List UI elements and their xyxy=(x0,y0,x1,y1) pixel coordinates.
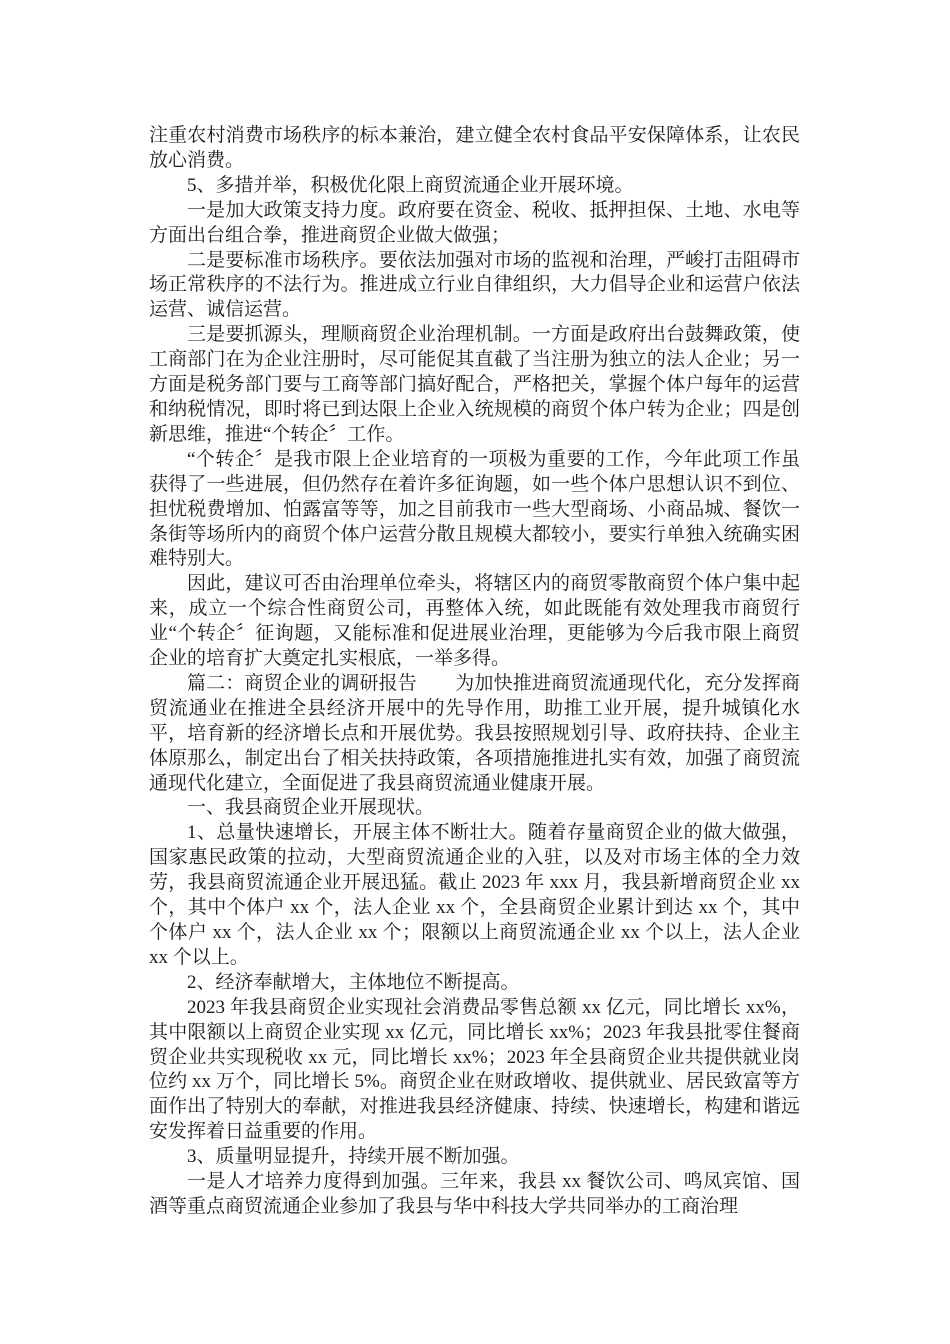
paragraph: 三是要抓源头，理顺商贸企业治理机制。一方面是政府出台鼓舞政策，使工商部门在为企业注册时，尽可能促其直截了当注册为独立的法人企业；另一方面是税务部门要与工商等部门搞好配合，严格把关，掌握个体户每年的运营和纳税情况，即时将已到达限上企业入统规模的商贸个体户转为企业；四是创新思维，推进“个转企〞工作。 xyxy=(149,324,800,445)
section-heading-2: 2、经济奉献增大，主体地位不断提高。 xyxy=(187,971,520,993)
paragraph: 1、总量快速增长，开展主体不断壮大。随着存量商贸企业的做大做强，国家惠民政策的拉动，大型商贸流通企业的入驻，以及对市场主体的全力效劳，我县商贸流通企业开展迅猛。截止 2023 年 xxx 月，我县新增商贸企业 xx 个，其中个体户 xx 个，法人企业 xx 个，全县商贸企业累计到达 xx 个，其中个体户 xx 个，法人企业 xx 个；限额以上商贸流通企业 xx 个以上，法人企业 xx 个以上。 xyxy=(149,822,800,968)
document-page xyxy=(149,124,800,1220)
paragraph: 2023 年我县商贸企业实现社会消费品零售总额 xx 亿元，同比增长 xx%，其中限额以上商贸企业实现 xx 亿元，同比增长 xx%；2023 年我县批零住餐商贸企业共实现税收 xx 元，同比增长 xx%；2023 年全县商贸企业共提供就业岗位约 xx 万个，同比增长 5%。商贸企业在财政增收、提供就业、居民致富等方面作出了特别大的奉献，对推进我县经济健康、持续、快速增长，构建和谐远安发挥着日益重要的作用。 xyxy=(149,996,800,1143)
section-heading-3: 3、质量明显提升，持续开展不断加强。 xyxy=(187,1146,520,1168)
paragraph-part-two-intro: 篇二：商贸企业的调研报告 为加快推进商贸流通现代化，充分发挥商贸流通业在推进全县经济开展中的先导作用，助推工业开展，提升城镇化水平，培育新的经济增长点和开展优势。我县按照规划引导、政府扶持、企业主体原那么，制定出台了相关扶持政策，各项措施推进扎实有效，加强了商贸流通现代化建立，全面促进了我县商贸流通业健康开展。 xyxy=(149,672,800,794)
paragraph-continuation: 注重农村消费市场秩序的标本兼治，建立健全农村食品平安保障体系，让农民放心消费。 xyxy=(149,125,800,171)
section-heading-5: 5、多措并举，积极优化限上商贸流通企业开展环境。 xyxy=(187,174,634,196)
paragraph: 二是要标准市场秩序。要依法加强对市场的监视和治理，严峻打击阻碍市场正常秩序的不法行为。推进成立行业自律组织，大力倡导企业和运营户依法运营、诚信运营。 xyxy=(149,249,800,321)
section-heading-1: 一、我县商贸企业开展现状。 xyxy=(187,797,435,819)
paragraph: 一是人才培养力度得到加强。三年来，我县 xx 餐饮公司、鸣凤宾馆、国酒等重点商贸流通企业参加了我县与华中科技大学共同举办的工商治理 xyxy=(149,1171,800,1217)
paragraph: 因此，建议可否由治理单位牵头，将辖区内的商贸零散商贸个体户集中起来，成立一个综合性商贸公司，再整体入统，如此既能有效处理我市商贸行业“个转企〞征询题，又能标准和促进展业治理，更能够为今后我市限上商贸企业的培育扩大奠定扎实根底，一举多得。 xyxy=(149,573,800,670)
paragraph: 一是加大政策支持力度。政府要在资金、税收、抵押担保、土地、水电等方面出台组合拳，推进商贸企业做大做强； xyxy=(149,199,800,246)
paragraph: “个转企〞是我市限上企业培育的一项极为重要的工作，今年此项工作虽获得了一些进展，但仍然存在着许多征询题，如一些个体户思想认识不到位、担忧税费增加、怕露富等等，加之目前我市一些大型商场、小商品城、餐饮一条街等场所内的商贸个体户运营分散且规模大都较小，要实行单独入统确实困难特别大。 xyxy=(149,448,800,570)
